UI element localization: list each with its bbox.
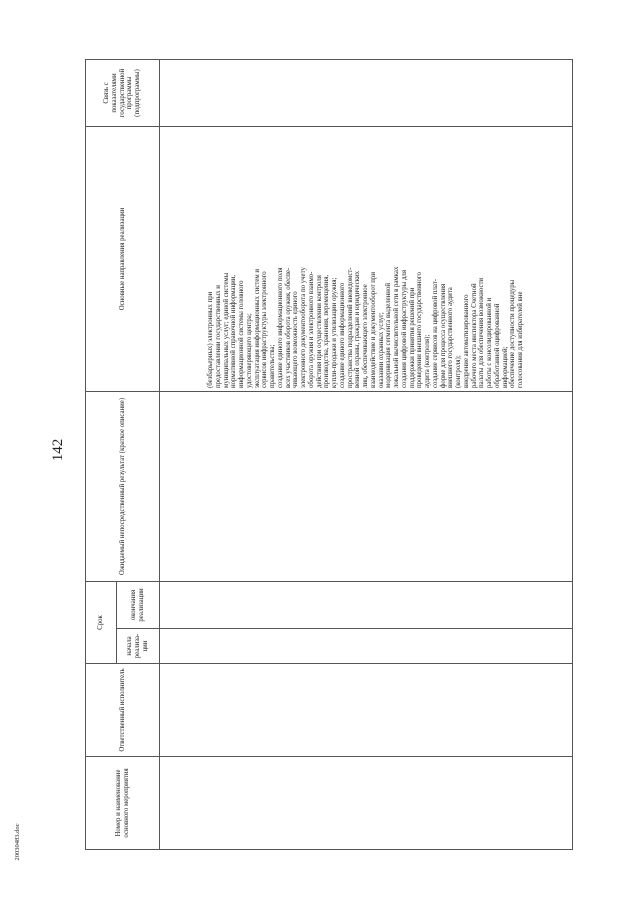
implementation-line: венной охраны, граждан и юридических [354, 270, 362, 388]
implementation-line: удостоверяющего центра; [245, 313, 253, 388]
implementation-line: действия при осуществлении контроля [315, 275, 323, 388]
implementation-line: правительства; [269, 344, 277, 388]
header-expected-result: Ожидаемый непосредственный результат (краткое описание) [86, 391, 160, 581]
header-event-number: Номер и наименование основного мероприятия [86, 757, 160, 850]
cell-indicator-link [160, 59, 573, 126]
implementation-line: обеспечение доступности процедуры [509, 279, 517, 388]
implementation-line: обработанной оцифрованной [493, 303, 501, 388]
implementation-line: создания цифровой инфраструктуры для [400, 270, 408, 388]
implementation-line: аудита (контроля); [424, 334, 432, 388]
implementation-line: создание единого информационного поля [276, 267, 284, 388]
cell-end [160, 581, 573, 628]
table-container [85, 60, 585, 850]
implementation-line: (контроля); [455, 355, 463, 388]
cell-main-directions [160, 126, 573, 391]
header-start: начала реализа- ции [117, 629, 160, 664]
implementation-line: внедрение автоматизированного [462, 294, 470, 388]
implementation-line: сервисов инфраструктуры электронного [261, 271, 269, 388]
implementation-line: электронного документооборота по учету [300, 267, 308, 388]
implementation-line: создание единого информационного [338, 282, 346, 388]
implementation-line: проведении внешнего государственного [416, 272, 424, 388]
implementation-line: палаты для обеспечения возможности [478, 277, 486, 388]
implementation-line: оказании охранных услуг; [377, 312, 385, 388]
implementation-line: муниципальных услуг; единой системы [222, 272, 230, 388]
page-number: 142 [50, 438, 66, 462]
implementation-line: пространства подразделений вневедомст- [346, 267, 354, 388]
implementation-line: внешнего государственного аудита [447, 287, 455, 388]
implementation-line: лиц, обеспечивающего электронное [362, 284, 370, 388]
implementation-line: информационной системы головного [238, 280, 246, 388]
cell-expected-result [160, 391, 573, 581]
implementation-line: локальной вычислительной сети в рамках [393, 266, 401, 388]
implementation-line: оборота оружия и электронного взаимо- [307, 271, 315, 388]
header-main-directions: Основные направления реализации [86, 126, 160, 391]
implementation-line: работы с консолидированной и [486, 297, 494, 388]
implementation-line: форме для процесса осуществления [439, 283, 447, 388]
implementation-line: поддержки принятия решений при [408, 287, 416, 388]
implementation-line: голосования для избирателей вне [517, 291, 525, 388]
cell-event-number [160, 757, 573, 850]
implementation-line: взаимодействие и документооборот при [369, 272, 377, 388]
cell-start [160, 629, 573, 664]
implementation-line: рабочего места инспектора Счетной [470, 283, 478, 388]
document-code: 20030483.doc [14, 823, 21, 861]
implementation-line: (безбарьерных) электронных при [207, 291, 215, 388]
implementation-line: модернизация сегмента выделенной [385, 283, 393, 388]
implementation-line: предоставлении государственных и [214, 285, 222, 388]
implementation-line: всех участников оборота оружия, обеспе- [284, 267, 292, 388]
program-table [85, 59, 573, 850]
implementation-line: производства, хранения, перемещения, [323, 274, 331, 388]
rotated-sheet [85, 60, 585, 850]
header-term: Срок [86, 581, 117, 663]
implementation-line: создание сервисов на цифровой плат- [431, 279, 439, 388]
implementation-line: информацией; [501, 346, 509, 388]
header-indicator-link: Связь с показателями государственной программы (подпрограммы) [86, 59, 160, 126]
implementation-line: купли-продажи и утилизации оружия; [331, 277, 339, 388]
header-end: окончания реализации [117, 581, 160, 628]
implementation-line: чивающего возможность единого [292, 291, 300, 388]
implementation-line: нормативной справочной информации, [230, 274, 238, 388]
header-responsible: Ответственный исполнитель [86, 664, 160, 757]
cell-responsible [160, 664, 573, 757]
implementation-line: эксплуатация информационных систем и [253, 269, 261, 388]
